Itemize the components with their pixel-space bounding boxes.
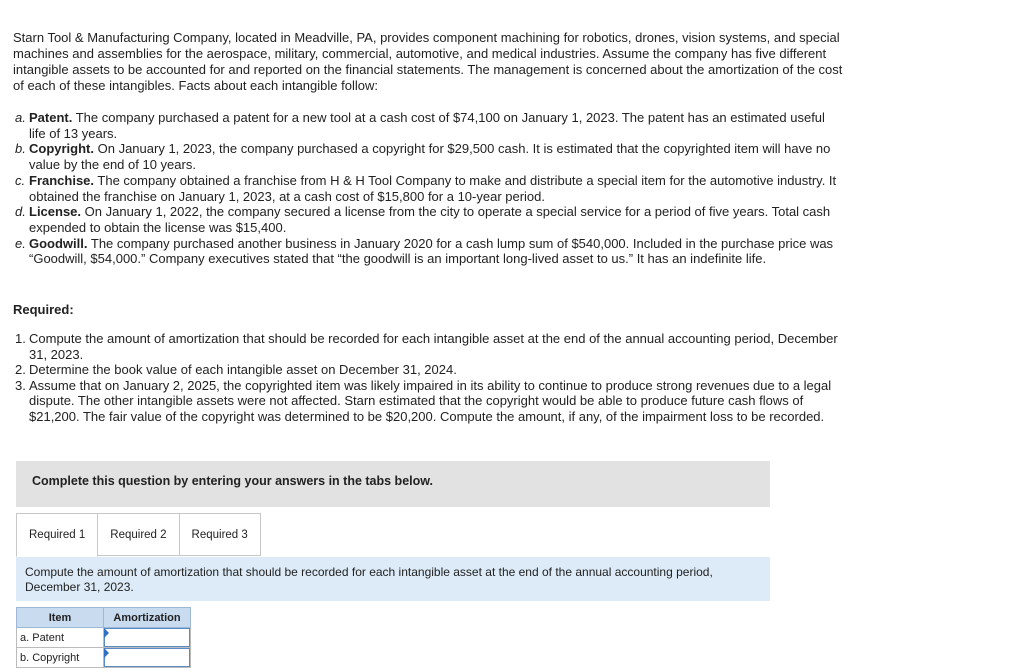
- requirement-number: 3.: [15, 377, 26, 393]
- requirement-1: [15, 331, 855, 362]
- fact-text: The company purchased a patent for a new tool at a cash cost of $74,100 on January 1, 2023. The patent has an estimated useful life of 13 years.: [29, 110, 825, 141]
- fact-term: Goodwill.: [29, 235, 88, 251]
- requirement-3: [15, 378, 855, 425]
- table-row: [17, 628, 191, 648]
- amortization-table: [16, 607, 191, 668]
- patent-amortization-input[interactable]: [104, 628, 190, 647]
- fact-text: The company obtained a franchise from H & H Tool Company to make and distribute a special item for the automotive industry. It obtained the franchise on January 1, 2023, at a cash cost of $15,800 for a 10-year period.: [29, 172, 837, 204]
- fact-copyright: [15, 141, 845, 172]
- requirement-text: Compute the amount of amortization that should be recorded for each intangible asset at the end of the annual accounting period, December 31, 2023.: [29, 331, 838, 362]
- column-header-amortization: Amortization: [104, 608, 191, 628]
- fact-term: License.: [29, 204, 82, 220]
- fact-franchise: [15, 173, 845, 204]
- fact-term: Patent.: [29, 110, 73, 125]
- tab-required-1[interactable]: Required 1: [16, 513, 98, 557]
- fact-letter: c.: [15, 172, 26, 188]
- intangible-facts-list: [15, 110, 845, 267]
- requirement-2: [15, 362, 855, 378]
- tab-required-2[interactable]: Required 2: [97, 513, 179, 556]
- fact-license: [15, 204, 845, 235]
- fact-term: Copyright.: [29, 141, 94, 157]
- answer-tabs: [16, 513, 261, 557]
- row-item-label: b. Copyright: [17, 648, 104, 668]
- fact-text: On January 1, 2022, the company secured a license from the city to operate a special service for a period of five years. Total cash expended to obtain the license was $15,400.: [29, 204, 831, 235]
- requirement-number: 2.: [15, 362, 26, 377]
- fact-goodwill: [15, 236, 845, 267]
- fact-letter: e.: [15, 235, 26, 251]
- required-heading: Required:: [13, 302, 74, 317]
- table-header-row: [17, 608, 191, 628]
- fact-letter: a.: [15, 110, 26, 125]
- copyright-amortization-input[interactable]: [104, 648, 190, 667]
- tab-required-3[interactable]: Required 3: [179, 513, 261, 556]
- fact-term: Franchise.: [29, 172, 95, 188]
- column-header-item: Item: [17, 608, 104, 628]
- row-item-label: a. Patent: [17, 628, 104, 648]
- fact-patent: [15, 110, 845, 141]
- fact-text: The company purchased another business in January 2020 for a cash lump sum of $540,000. Included in the purchase price was “Goodwill, $54,000.” Company executives stated that “the goodwill is an important long-lived asset to us.” It has an indefinite life.: [29, 235, 834, 267]
- fact-letter: d.: [15, 204, 26, 220]
- problem-intro: Starn Tool & Manufacturing Company, located in Meadville, PA, provides component machining for robotics, drones, vision systems, and special machines and assemblies for the aerospace, military, commercial, automotive, and medical industries. Assume the company has five different intangible assets to be accounted for and reported on the financial statements. The management is concerned about the amortization of the cost of each of these intangibles. Facts about each intangible follow:: [13, 30, 843, 93]
- requirement-text: Determine the book value of each intangible asset on December 31, 2024.: [29, 362, 457, 377]
- instructions-banner: Complete this question by entering your answers in the tabs below.: [16, 461, 770, 507]
- requirement-text: Assume that on January 2, 2025, the copyrighted item was likely impaired in its ability to continue to produce strong revenues due to a legal dispute. The other intangible assets were not affected. Starn estimated that the copyright would be able to produce future cash flows of $21,200. The fair value of the copyright was determined to be $20,200. Compute the amount, if any, of the impairment loss to be recorded.: [29, 377, 832, 424]
- table-row: [17, 648, 191, 668]
- amortization-cell: [104, 628, 191, 648]
- requirement-number: 1.: [15, 331, 26, 346]
- tab-instruction: Compute the amount of amortization that should be recorded for each intangible asset at the end of the annual accounting period, December 31, 2023.: [16, 557, 770, 601]
- amortization-cell: [104, 648, 191, 668]
- fact-text: On January 1, 2023, the company purchased a copyright for $29,500 cash. It is estimated that the copyrighted item will have no value by the end of 10 years.: [29, 141, 831, 173]
- fact-letter: b.: [15, 141, 26, 157]
- requirements-list: [15, 331, 855, 424]
